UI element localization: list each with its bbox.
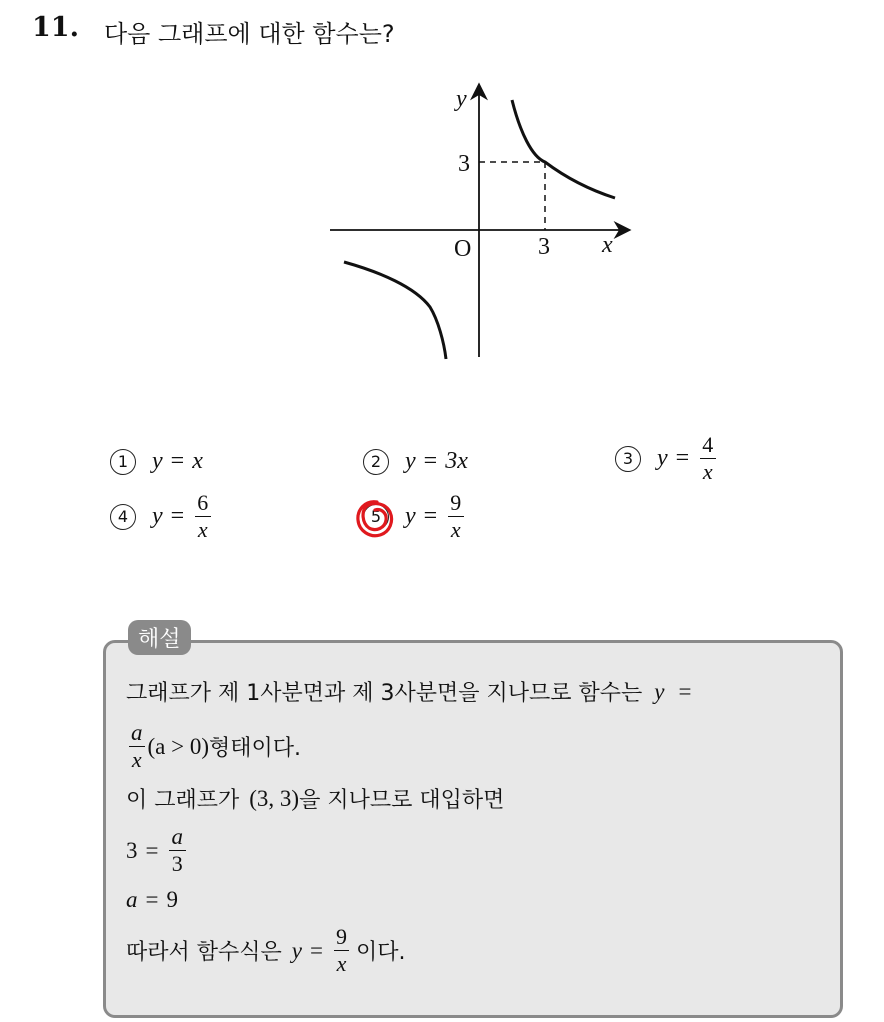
choice-3[interactable] xyxy=(615,432,718,485)
choice-5-lhs: y xyxy=(405,503,416,529)
choice-2-mark: 2 xyxy=(363,449,389,475)
solution-line-4-lhs: 3 xyxy=(126,837,138,863)
choice-4-lhs: y xyxy=(152,503,163,529)
solution-line-1-eq: = xyxy=(678,678,692,704)
solution-line-4-fraction xyxy=(168,824,186,877)
choice-4-eq: = xyxy=(170,503,185,529)
choice-3-eq: = xyxy=(675,445,690,471)
solution-line-6-eq: = xyxy=(309,937,323,963)
solution-line-6-text1: 따라서 함수식은 xyxy=(126,940,282,965)
choice-1-lhs: y xyxy=(152,448,163,474)
answer-circle-mark xyxy=(353,496,399,542)
curve-quadrant-3 xyxy=(344,262,446,359)
choice-4-num: 6 xyxy=(197,490,209,515)
solution-line-6-y: y xyxy=(291,937,302,963)
x-axis-label: x xyxy=(602,232,613,258)
choice-2-lhs: y xyxy=(405,448,416,474)
choice-2-rhs: 3x xyxy=(445,448,468,474)
solution-line-3-text2: 을 지나므로 대입하면 xyxy=(299,788,505,813)
solution-line-2-fraction xyxy=(128,720,146,773)
solution-line-1 xyxy=(126,676,699,707)
origin-label: O xyxy=(454,236,472,262)
choice-3-fraction xyxy=(699,432,716,485)
solution-line-6-fraction xyxy=(333,924,350,977)
solution-line-3 xyxy=(126,783,504,814)
solution-line-5-rhs: 9 xyxy=(166,887,178,912)
choice-4-den: x xyxy=(195,516,211,543)
solution-line-3-point: (3, 3) xyxy=(249,785,300,811)
solution-line-5-eq: = xyxy=(145,887,159,912)
solution-line-2 xyxy=(126,720,301,773)
solution-line-4 xyxy=(126,824,188,877)
solution-line-6-num: 9 xyxy=(335,924,347,949)
choice-2[interactable] xyxy=(363,448,468,475)
choice-3-mark: 3 xyxy=(615,446,641,472)
solution-line-2-num: a xyxy=(131,720,143,745)
x-tick-label: 3 xyxy=(538,234,550,260)
hyperbola-graph xyxy=(320,82,640,372)
solution-line-1-text: 그래프가 제 1사분면과 제 3사분면을 지나므로 함수는 xyxy=(126,681,643,706)
choice-1-eq: = xyxy=(170,448,185,474)
choice-1-mark: 1 xyxy=(110,449,136,475)
solution-line-4-den: 3 xyxy=(169,850,186,877)
choice-4-fraction xyxy=(194,490,211,543)
solution-tag: 해설 xyxy=(128,620,191,655)
choice-4[interactable] xyxy=(110,490,213,543)
choice-5-fraction xyxy=(447,490,464,543)
choice-3-den: x xyxy=(700,458,716,485)
solution-line-4-eq: = xyxy=(145,837,159,863)
solution-line-4-num: a xyxy=(171,824,183,849)
solution-line-6-den: x xyxy=(334,950,350,977)
choice-4-mark: 4 xyxy=(110,504,136,530)
solution-line-2-den: x xyxy=(129,746,145,773)
solution-line-6 xyxy=(126,924,405,977)
choice-3-num: 4 xyxy=(702,432,714,457)
y-axis-label: y xyxy=(456,86,467,112)
solution-line-5-lhs: a xyxy=(126,887,138,912)
solution-line-3-text1: 이 그래프가 xyxy=(126,788,240,813)
question-number: 11. xyxy=(32,12,79,43)
question-text: 다음 그래프에 대한 함수는? xyxy=(104,20,395,48)
choice-5-den: x xyxy=(448,516,464,543)
solution-line-1-y: y xyxy=(654,678,665,704)
choice-1-rhs: x xyxy=(192,448,203,474)
solution-line-5 xyxy=(126,887,178,913)
curve-quadrant-1 xyxy=(512,100,615,198)
solution-line-2-cond: (a > 0) xyxy=(147,733,209,759)
choice-2-eq: = xyxy=(423,448,438,474)
y-tick-label: 3 xyxy=(458,151,470,177)
solution-line-6-text2: 이다. xyxy=(355,940,406,965)
choice-5-mark: 5 xyxy=(363,504,389,530)
choice-3-lhs: y xyxy=(657,445,668,471)
choice-5-eq: = xyxy=(423,503,438,529)
choice-5-num: 9 xyxy=(450,490,462,515)
solution-line-2-text: 형태이다. xyxy=(209,736,302,761)
choice-1[interactable] xyxy=(110,448,203,475)
